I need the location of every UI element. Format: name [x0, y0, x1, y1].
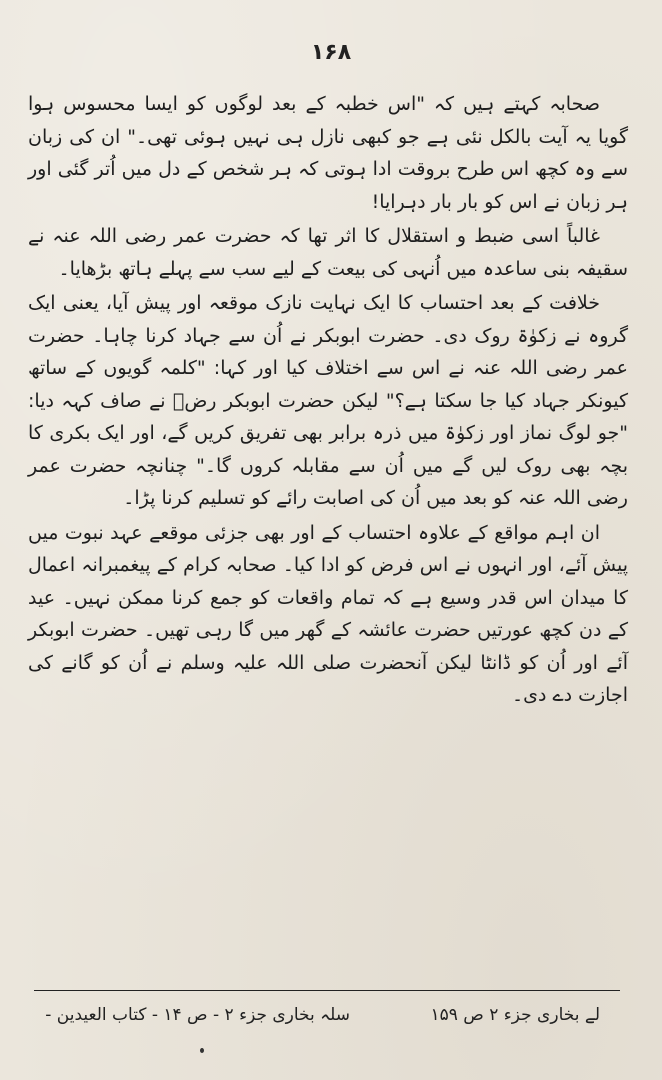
footnote-1: لے بخاری جزء ۲ ص ۱۵۹ — [430, 1005, 600, 1025]
paragraph-2: غالباً اسی ضبط و استقلال کا اثر تھا کہ حضرت عمر رضی اللہ عنہ نے سقیفہ بنی ساعدہ میں اُنہی کی بیعت کے لیے سب سے پہلے ہاتھ بڑھایا۔ — [28, 225, 628, 280]
footnotes — [40, 1004, 600, 1036]
body-text — [28, 88, 628, 712]
paragraph-4: ان اہم مواقع کے علاوہ احتساب کے اور بھی جزئی موقعے عہد نبوت میں پیش آئے، اور انہوں نے اس فرض کو ادا کیا۔ صحابہ کرام کے پیغمبرانہ اعمال کا میدان اس قدر وسیع ہے کہ تمام واقعات کو جمع کرنا ممکن نہیں۔ عید کے دن کچھ عورتیں حضرت عائشہ کے گھر میں گا رہی تھیں۔ حضرت ابوبکر آئے اور اُن کو ڈانٹا لیکن آنحضرت صلی اللہ علیہ وسلم نے اُن کو گانے کی اجازت دے دی۔ — [28, 521, 628, 706]
paragraph-1: صحابہ کہتے ہیں کہ "اس خطبہ کے بعد لوگوں کو ایسا محسوس ہوا گویا یہ آیت بالکل نئی ہے جو کبھی نازل ہی نہیں ہوئی تھی۔" ان کی زبان سے وہ کچھ اس طرح بروقت ادا ہوتی کہ ہر شخص کے دل میں اُتر گئی اور ہر زبان نے اس کو بار بار دہرایا! — [28, 93, 628, 213]
footnote-2: سلہ بخاری جزء ۲ - ص ۱۴ - کتاب العیدین - — [45, 1005, 350, 1025]
paragraph-3: خلافت کے بعد احتساب کا ایک نہایت نازک موقعہ اور پیش آیا، یعنی ایک گروہ نے زکوٰۃ روک دی۔ حضرت ابوبکر نے اُن سے جہاد کرنا چاہا۔ حضرت عمر رضی اللہ عنہ نے اس سے اختلاف کیا اور کہا: "کلمہ گویوں کے ساتھ کیونکر جہاد کیا جا سکتا ہے؟" لیکن حضرت ابوبکر رضؓ نے صاف کہہ دیا: "جو لوگ نماز اور زکوٰۃ میں ذرہ برابر بھی تفریق کریں گے، اور ایک بکری کا بچہ بھی روک لیں گے میں اُن سے مقابلہ کروں گا۔" چنانچہ حضرت عمر رضی اللہ عنہ کو بعد میں اُن کی اصابت رائے کو تسلیم کرنا پڑا۔ — [28, 292, 628, 509]
ink-dot — [200, 1048, 204, 1053]
page-number: ۱۶۸ — [310, 40, 352, 65]
footnote-divider — [34, 990, 620, 991]
